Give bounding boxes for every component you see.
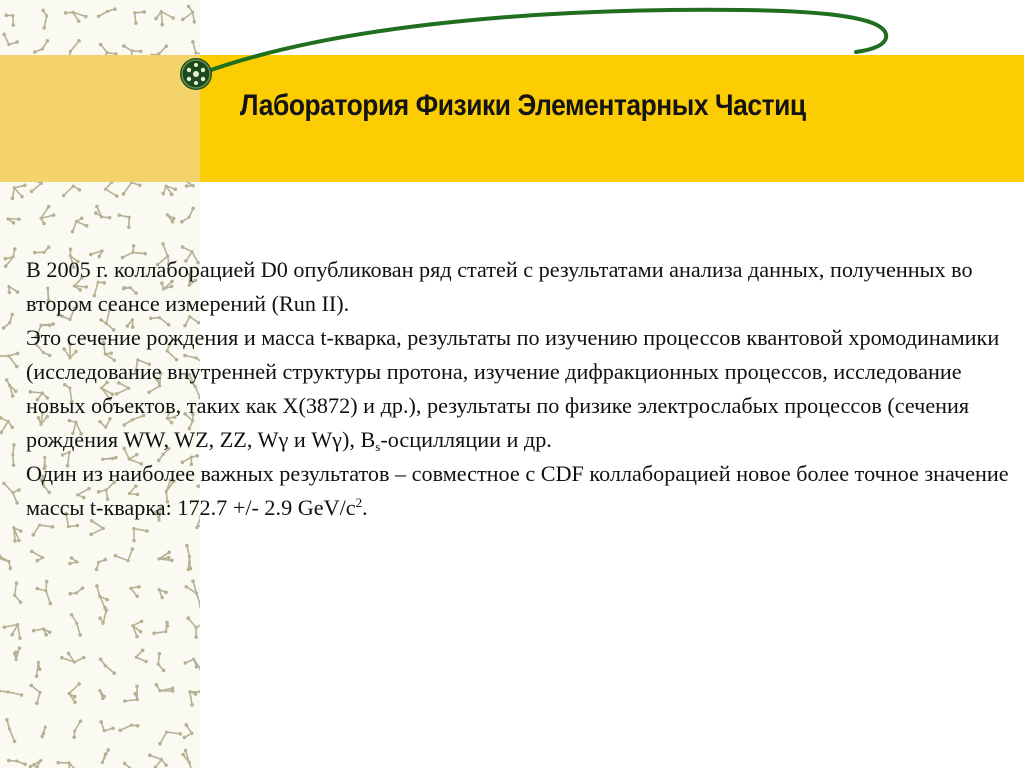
molecule-glyph — [157, 652, 166, 672]
paragraph-1: В 2005 г. коллаборацией D0 опубликован ряд статей с результатами анализа данных, полученных во втором сеансе измерений (Run II). — [26, 253, 1016, 321]
slide-title: Лаборатория Физики Элементарных Частиц — [240, 78, 909, 134]
molecule-glyph — [70, 613, 82, 637]
molecule-glyph — [98, 608, 108, 624]
molecule-glyph — [72, 719, 82, 739]
molecule-glyph — [95, 558, 107, 572]
molecule-glyph — [32, 627, 52, 636]
paragraph-2 — [26, 321, 1016, 457]
molecule-glyph — [157, 551, 173, 563]
molecule-glyph — [94, 205, 111, 220]
molecule-glyph — [135, 649, 148, 664]
molecule-glyph — [118, 724, 139, 733]
paragraph-3-text: Один из наиболее важных результатов – совместное с CDF коллаборацией новое более точное значение массы t-кварка: 172.7 +/- 2.9 GeV/c — [26, 461, 1009, 520]
molecule-glyph — [99, 657, 116, 674]
molecule-glyph — [35, 661, 42, 678]
atom-emblem-icon — [180, 58, 212, 90]
molecule-glyph — [166, 213, 176, 223]
molecule-glyph — [98, 689, 106, 700]
slide-body — [26, 253, 1016, 525]
molecule-glyph — [71, 217, 89, 234]
molecule-glyph — [0, 416, 14, 434]
molecule-glyph — [158, 730, 182, 745]
molecule-glyph — [95, 584, 109, 609]
paragraph-2-subscript: s — [375, 439, 380, 454]
molecule-glyph — [29, 684, 41, 705]
molecule-glyph — [121, 762, 131, 768]
molecule-glyph — [7, 759, 27, 766]
molecule-glyph — [30, 550, 44, 563]
molecule-glyph — [12, 526, 22, 543]
molecule-glyph — [56, 761, 76, 768]
molecule-glyph — [184, 579, 200, 608]
molecule-glyph — [2, 482, 21, 505]
molecule-glyph — [0, 352, 19, 369]
molecule-glyph — [152, 621, 169, 635]
paragraph-3-superscript: 2 — [356, 495, 363, 510]
molecule-glyph — [4, 247, 17, 268]
molecule-glyph — [181, 749, 195, 768]
paragraph-2-text: Это сечение рождения и масса t-кварка, результаты по изучению процессов квантовой хромодинамики (исследование внутренней структуры протона, изучение дифракционных процессов, исследование новых объектов, таких как X(3872) и др.), результаты по физике электрослабых процессов (сечения рождения WW, WZ, ZZ, Wγ и Wγ), B — [26, 325, 999, 452]
molecule-glyph — [13, 581, 22, 604]
molecule-glyph — [2, 313, 14, 330]
molecule-glyph — [188, 690, 200, 707]
swoosh-line — [200, 10, 886, 74]
molecule-glyph — [5, 718, 16, 743]
molecule-glyph — [101, 748, 110, 764]
paragraph-3-tail: . — [362, 495, 368, 520]
molecule-glyph — [180, 207, 195, 224]
molecule-glyph — [3, 623, 22, 640]
molecule-glyph — [6, 217, 20, 224]
molecule-glyph — [39, 205, 55, 226]
molecule-glyph — [157, 588, 167, 599]
molecule-glyph — [183, 723, 194, 739]
molecule-glyph — [7, 285, 19, 294]
molecule-glyph — [99, 720, 114, 732]
molecule-glyph — [148, 753, 168, 768]
molecule-glyph — [32, 523, 55, 536]
molecule-glyph — [60, 652, 86, 664]
molecule-glyph — [132, 527, 149, 542]
molecule-glyph — [114, 547, 135, 562]
molecule-glyph — [186, 616, 200, 639]
molecule-glyph — [117, 213, 130, 229]
molecule-glyph — [184, 658, 200, 672]
molecule-glyph — [68, 556, 78, 565]
molecule-glyph — [131, 619, 143, 638]
molecule-glyph — [29, 759, 43, 768]
molecule-glyph — [129, 585, 141, 598]
molecule-glyph — [5, 378, 18, 397]
paragraph-3 — [26, 457, 1016, 525]
molecule-glyph — [155, 683, 175, 693]
paragraph-2-tail: -осцилляции и др. — [380, 427, 552, 452]
molecule-glyph — [0, 689, 23, 697]
molecule-glyph — [35, 580, 52, 606]
molecule-glyph — [123, 684, 139, 702]
molecule-glyph — [40, 725, 47, 738]
molecule-glyph — [185, 544, 192, 571]
molecule-glyph — [11, 443, 15, 467]
molecule-glyph — [68, 682, 81, 704]
molecule-glyph — [68, 586, 84, 595]
molecule-glyph — [0, 555, 12, 571]
molecule-glyph — [13, 646, 21, 661]
